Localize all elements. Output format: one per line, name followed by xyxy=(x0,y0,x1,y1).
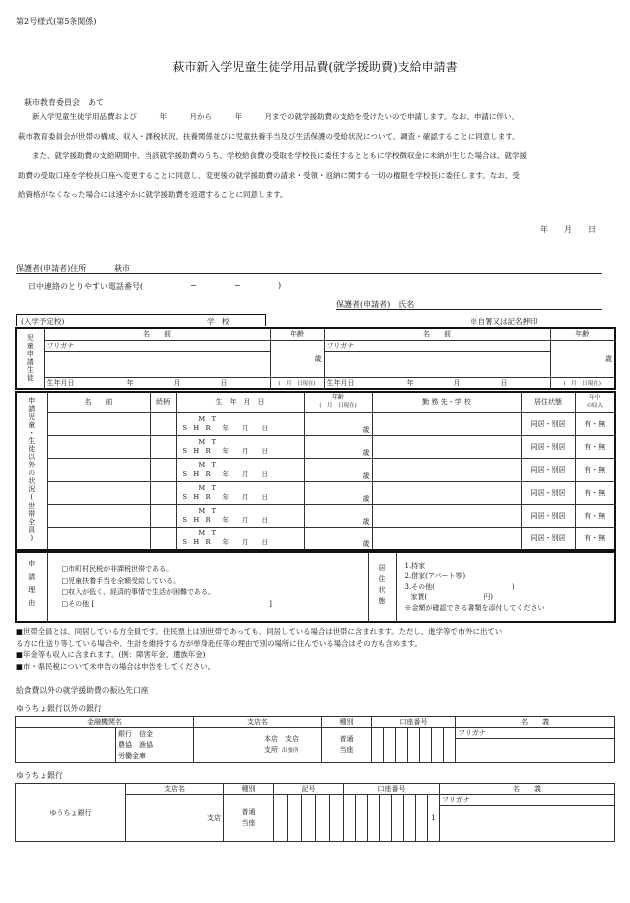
other-bank-table xyxy=(15,716,615,763)
housing-option-own[interactable]: 1.持家 xyxy=(404,561,426,570)
child2-birthdate[interactable]: 生年月日 年 月 日 xyxy=(324,377,550,389)
yucho-table xyxy=(15,783,615,842)
reason-side-label: 申請理由 xyxy=(16,552,47,622)
phone-close: ) xyxy=(278,281,282,290)
reason-housing-table xyxy=(15,551,616,623)
hh-work-field[interactable] xyxy=(372,504,521,527)
child2-age[interactable]: 歳 xyxy=(550,340,615,377)
child2-age-header: 年齢 xyxy=(550,328,615,340)
symbol-digit[interactable] xyxy=(288,795,302,842)
hh-name-field[interactable] xyxy=(47,435,150,458)
hh-age-field[interactable]: 歳 xyxy=(304,412,372,435)
signature-note: ※自署又は記名押印 xyxy=(470,317,538,326)
consent-line: 給資格がなくなった場合には速やかに就学援助費を返還することに同意します。 xyxy=(18,190,288,199)
child1-furigana[interactable]: フリガナ xyxy=(44,340,270,351)
account-digit[interactable] xyxy=(444,728,456,763)
account-digit[interactable] xyxy=(368,795,380,842)
account-digit[interactable] xyxy=(344,795,356,842)
account-digit[interactable] xyxy=(356,795,368,842)
hh-age-field[interactable]: 歳 xyxy=(304,481,372,504)
child2-furigana[interactable]: フリガナ xyxy=(324,340,550,351)
hh-relation-field[interactable] xyxy=(150,458,176,481)
hh-work-field[interactable] xyxy=(372,412,521,435)
account-digit-fixed: 1 xyxy=(428,795,440,842)
bank-header-type: 種別 xyxy=(322,717,372,728)
children-side-label: 児童申請生徒 xyxy=(16,328,44,389)
yucho-holder-field[interactable] xyxy=(440,806,615,842)
phone-field[interactable] xyxy=(158,280,273,292)
account-digit[interactable] xyxy=(380,795,392,842)
symbol-digit[interactable] xyxy=(274,795,288,842)
applicant-name-label: 保護者(申請者) 氏名 xyxy=(336,300,415,309)
hh-birth-field[interactable]: M T S H R 年 月 日 xyxy=(176,458,304,481)
applicant-name-field[interactable] xyxy=(430,297,602,309)
yucho-header-branch: 支店名 xyxy=(126,784,224,795)
name-underline xyxy=(336,309,602,310)
hh-header-name: 名 前 xyxy=(47,392,150,412)
reason-list xyxy=(47,552,368,622)
date-line: 年 月 日 xyxy=(540,225,596,234)
yucho-branch-field[interactable]: 支店 xyxy=(126,795,224,842)
consent-line: 助費の受取口座を学校長口座へ変更することに同意し、変更後の就学援助費の請求・受領・返納に関する一切の権限を学校長に委任します。なお、受 xyxy=(18,170,520,180)
hh-work-field[interactable] xyxy=(372,481,521,504)
hh-work-field[interactable] xyxy=(372,435,521,458)
hh-relation-field[interactable] xyxy=(150,527,176,550)
household-row xyxy=(16,412,615,435)
household-row xyxy=(16,481,615,504)
yucho-type-field[interactable]: 普通 当座 xyxy=(224,795,274,842)
bank-type-field[interactable]: 普通 当座 xyxy=(322,728,372,763)
other-bank-title: ゆうちょ銀行以外の銀行 xyxy=(16,704,102,713)
children-table xyxy=(15,327,616,390)
addressee: 萩市教育委員会 あて xyxy=(24,98,104,107)
account-digit[interactable] xyxy=(416,795,428,842)
hh-header-work: 勤 務 先・学 校 xyxy=(372,392,521,412)
child1-age[interactable]: 歳 xyxy=(270,340,324,377)
account-digit[interactable] xyxy=(432,728,444,763)
hh-relation-field[interactable] xyxy=(150,481,176,504)
hh-age-field[interactable]: 歳 xyxy=(304,504,372,527)
child1-birthdate[interactable]: 生年月日 年 月 日 xyxy=(44,377,270,389)
hh-header-living: 居住状態 xyxy=(521,392,575,412)
household-side-label: 申請児童・生徒以外の状況(世帯全員) xyxy=(16,392,47,550)
household-row xyxy=(16,527,615,550)
account-digit[interactable] xyxy=(384,728,396,763)
housing-side-label: 居住状態 xyxy=(368,552,396,622)
hh-income-field[interactable]: 有・無 xyxy=(575,458,615,481)
hh-living-field[interactable]: 同居・別居 xyxy=(521,435,575,458)
bank-holder-furigana[interactable]: フリガナ xyxy=(456,728,615,739)
hh-living-field[interactable]: 同居・別居 xyxy=(521,504,575,527)
hh-header-relation: 続柄 xyxy=(150,392,176,412)
consent-line: また、就学援助費の支給期間中、当該就学援助費のうち、学校給食費の受取を学校長に委任するとともに学校徴収金に未納が生じた場合は、就学援 xyxy=(32,151,527,160)
reason-checkbox-low-income[interactable]: □収入が低く、経済的事情で生活が困難である。 xyxy=(61,588,215,596)
housing-note: ※金額が確認できる書類を添付してください xyxy=(404,603,545,612)
form-title: 萩市新入学児童生徒学用品費(就学援助費)支給申請書 xyxy=(172,60,458,74)
symbol-digit[interactable] xyxy=(316,795,330,842)
hh-birth-field[interactable]: M T S H R 年 月 日 xyxy=(176,504,304,527)
bank-section-title: 給食費以外の就学援助費の振込先口座 xyxy=(16,686,149,695)
yucho-title: ゆうちょ銀行 xyxy=(16,771,63,780)
notice-line: る方に仕送り等している場合や、生計を維持する方が単身赴任等の理由で別の場所に住んでいる場合はその方も含めます。 xyxy=(16,638,422,648)
yucho-header-type: 種別 xyxy=(224,784,274,795)
hh-name-field[interactable] xyxy=(47,458,150,481)
school-suffix: 学 校 xyxy=(207,317,230,326)
bank-header-branch: 支店名 xyxy=(194,717,322,728)
reason-checkbox-other[interactable]: □その他 [ ] xyxy=(61,599,272,608)
phone-sep-1: − xyxy=(190,281,197,290)
yucho-header-account: 口座番号 xyxy=(344,784,440,795)
bank-header-holder: 名 義 xyxy=(456,717,615,728)
hh-living-field[interactable]: 同居・別居 xyxy=(521,481,575,504)
bank-institution-field[interactable] xyxy=(16,728,116,763)
housing-option-other[interactable]: 3.その他( ) xyxy=(404,582,515,591)
hh-birth-field[interactable]: M T S H R 年 月 日 xyxy=(176,527,304,550)
child2-as-of: ( 月 日現在) xyxy=(550,377,615,389)
hh-living-field[interactable]: 同居・別居 xyxy=(521,412,575,435)
hh-relation-field[interactable] xyxy=(150,412,176,435)
hh-living-field[interactable]: 同居・別居 xyxy=(521,458,575,481)
account-digit[interactable] xyxy=(420,728,432,763)
hh-living-field[interactable]: 同居・別居 xyxy=(521,527,575,550)
hh-income-field[interactable]: 有・無 xyxy=(575,412,615,435)
child1-name-header: 名 前 xyxy=(44,328,270,340)
phone-label: 日中連絡のとりやすい電話番号( xyxy=(28,282,144,291)
consent-line: 新入学児童生徒学用品費および 年 月から 年 月までの就学援助費の支給を受けたいので申請します。なお、申請に伴い、 xyxy=(32,112,519,121)
hh-income-field[interactable]: 有・無 xyxy=(575,481,615,504)
hh-work-field[interactable] xyxy=(372,458,521,481)
notice-line: ■市・県民税について未申告の場合は申告をしてください。 xyxy=(16,661,215,671)
yucho-bank-name: ゆうちょ銀行 xyxy=(16,784,126,842)
housing-rent-amount[interactable]: 家賃( 円) xyxy=(410,593,493,602)
hh-header-age: 年齢 ( 月 日現在) xyxy=(304,392,372,412)
hh-income-field[interactable]: 有・無 xyxy=(575,527,615,550)
household-row xyxy=(16,435,615,458)
bank-header-institution: 金融機関名 xyxy=(16,717,194,728)
notice-line: ■世帯全員とは、同居している方全員です。住民票上は別世帯であっても、同居している場合は世帯に含まれます。ただし、進学等で市外に出てい xyxy=(16,627,503,636)
housing-option-rent[interactable]: 2.借家(アパート等) xyxy=(404,572,466,581)
child2-name-header: 名 前 xyxy=(324,328,550,340)
hh-age-field[interactable]: 歳 xyxy=(304,458,372,481)
household-row xyxy=(16,458,615,481)
hh-income-field[interactable]: 有・無 xyxy=(575,504,615,527)
notice-line: ■年金等も収入に含まれます。(例：障害年金、遺族年金) xyxy=(16,650,206,659)
phone-sep-2: − xyxy=(234,281,241,290)
hh-relation-field[interactable] xyxy=(150,435,176,458)
account-digit[interactable] xyxy=(404,795,416,842)
bank-institution-type[interactable]: 銀行 信金 農協 漁協 労働金庫 xyxy=(116,728,194,763)
symbol-digit[interactable] xyxy=(330,795,344,842)
account-digit[interactable] xyxy=(408,728,420,763)
hh-birth-field[interactable]: M T S H R 年 月 日 xyxy=(176,412,304,435)
hh-work-field[interactable] xyxy=(372,527,521,550)
form-number: 第2号様式(第5条関係) xyxy=(16,17,97,26)
account-digit[interactable] xyxy=(372,728,384,763)
notices xyxy=(16,626,614,672)
child2-name-field[interactable] xyxy=(324,351,550,377)
school-box[interactable] xyxy=(16,314,266,326)
household-table xyxy=(15,391,616,551)
account-digit[interactable] xyxy=(392,795,404,842)
hh-birth-field[interactable]: M T S H R 年 月 日 xyxy=(176,481,304,504)
account-digit[interactable] xyxy=(396,728,408,763)
hh-header-income: 年中 の収入 xyxy=(575,392,615,412)
child1-name-field[interactable] xyxy=(44,351,270,377)
consent-text xyxy=(18,107,614,205)
hh-income-field[interactable]: 有・無 xyxy=(575,435,615,458)
consent-line: 萩市教育委員会が世帯の構成、収入・課税状況、扶養関係並びに児童扶養手当及び生活保護の受給状況について、調査・確認することに同意します。 xyxy=(18,131,520,141)
hh-age-field[interactable]: 歳 xyxy=(304,527,372,550)
hh-name-field[interactable] xyxy=(47,527,150,550)
child1-as-of: ( 月 日現在) xyxy=(270,377,324,389)
yucho-holder-furigana[interactable]: フリガナ xyxy=(440,795,615,806)
hh-name-field[interactable] xyxy=(47,481,150,504)
bank-branch-field[interactable]: 本店 支店 支所 出張所 xyxy=(194,728,322,763)
school-label: (入学予定校) xyxy=(21,317,65,326)
yucho-header-holder: 名 義 xyxy=(440,784,615,795)
child1-age-header: 年齢 xyxy=(270,328,324,340)
household-row xyxy=(16,504,615,527)
reason-checkbox-child-allowance[interactable]: □児童扶養手当を全額受給している。 xyxy=(61,576,181,585)
hh-birth-field[interactable]: M T S H R 年 月 日 xyxy=(176,435,304,458)
bank-header-account: 口座番号 xyxy=(372,717,456,728)
address-field[interactable]: 萩市 xyxy=(114,264,130,273)
reason-checkbox-nontax[interactable]: □市町村民税が非課税世帯である。 xyxy=(61,565,174,573)
address-underline xyxy=(16,273,602,274)
hh-relation-field[interactable] xyxy=(150,504,176,527)
hh-header-birth: 生 年 月 日 xyxy=(176,392,304,412)
symbol-digit[interactable] xyxy=(302,795,316,842)
bank-holder-field[interactable] xyxy=(456,739,615,763)
yucho-header-symbol: 記号 xyxy=(274,784,344,795)
housing-list xyxy=(396,552,615,622)
hh-age-field[interactable]: 歳 xyxy=(304,435,372,458)
address-label: 保護者(申請者)住所 xyxy=(16,264,87,273)
hh-name-field[interactable] xyxy=(47,412,150,435)
hh-name-field[interactable] xyxy=(47,504,150,527)
